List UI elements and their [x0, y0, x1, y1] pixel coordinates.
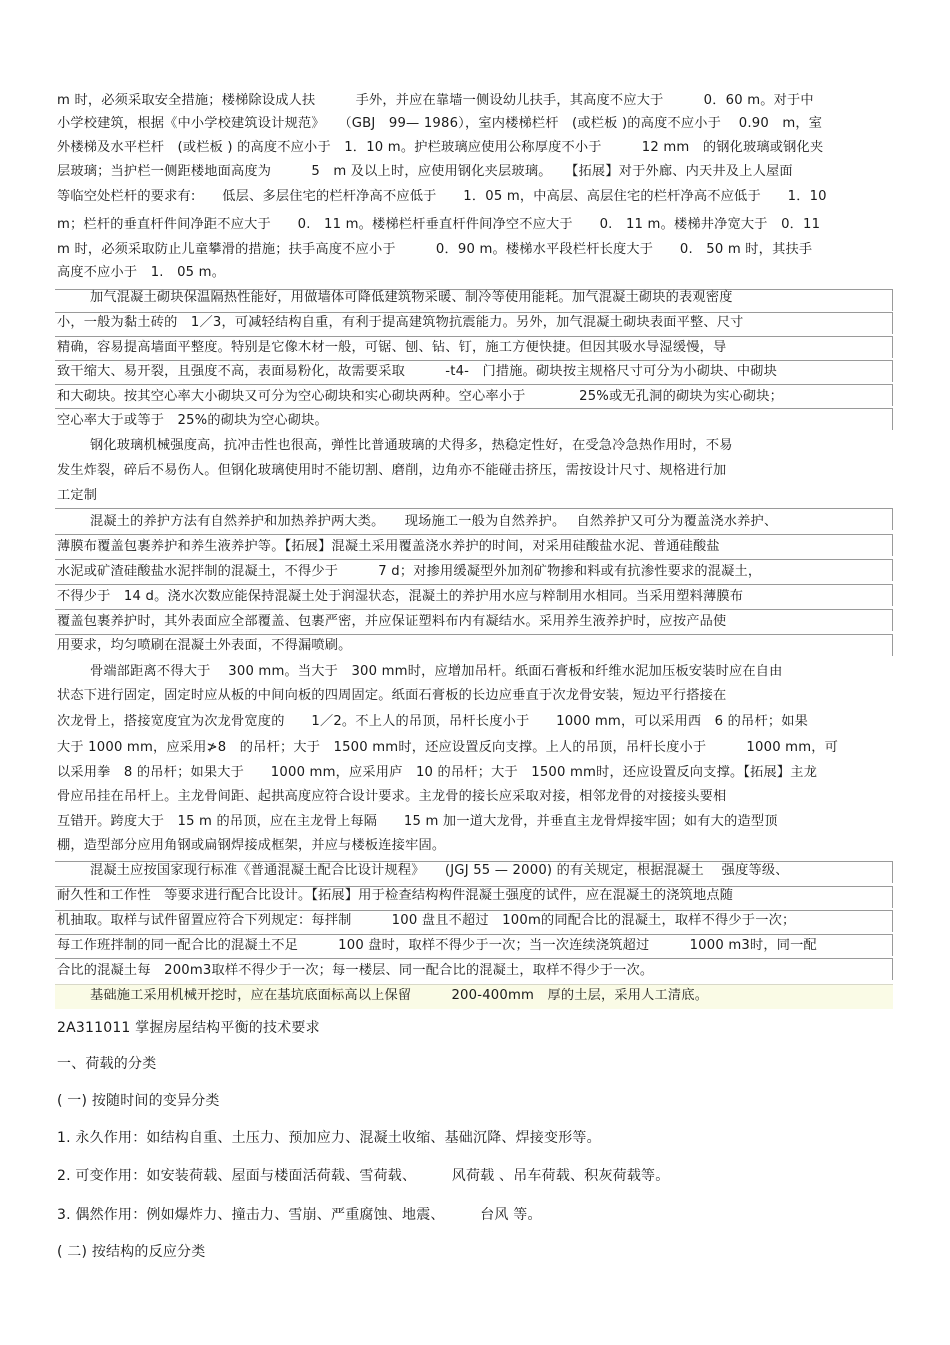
text-line: 混凝土应按国家现行标准《普通混凝土配合比设计规程》 (JGJ 55 — 2000) 的有关规定，根据混凝土 强度等级、 [90, 863, 789, 878]
list-item: 1. 永久作用：如结构自重、土压力、预加应力、混凝土收缩、基础沉降、焊接变形等。 [57, 1130, 601, 1146]
subheading-structure-response: ( 二) 按结构的反应分类 [57, 1244, 206, 1260]
section-code-title: 2A311011 掌握房屋结构平衡的技术要求 [57, 1020, 320, 1036]
text-line: 骨应吊挂在吊杆上。主龙骨间距、起拱高度应符合设计要求。主龙骨的接长应采取对接，相邻龙骨的对接接头要相 [57, 789, 727, 804]
text-line: 和大砌块。按其空心率大小砌块又可分为空心砌块和实心砌块两种。空心率小于 25%或无孔洞的砌块为实心砌块； [57, 389, 784, 404]
text-line: 小，一般为黏土砖的 1／3，可减轻结构自重，有利于提高建筑物抗震能力。另外，加气混凝土砌块表面平整、尺寸 [57, 315, 744, 330]
text-line: 加气混凝土砌块保温隔热性能好，用做墙体可降低建筑物采暖、制冷等使用能耗。加气混凝土砌块的表观密度 [90, 290, 733, 305]
text-line: 等临空处栏杆的要求有: 低层、多层住宅的栏杆净高不应低于 1．05 m，中高层、高层住宅的栏杆净高不应低于 1．10 [57, 189, 827, 204]
list-item: 3. 偶然作用：例如爆炸力、撞击力、雪崩、严重腐蚀、地震、 台风 等。 [57, 1207, 542, 1223]
text-line: m 时，必须采取防止儿童攀滑的措施；扶手高度不应小于 0．90 m。楼梯水平段栏杆长度大于 0. 50 m 时，其扶手 [57, 242, 813, 257]
text-line: 小学校建筑，根据《中小学校建筑设计规范》 （GBJ 99— 1986），室内楼梯栏杆 (或栏板 )的高度不应小于 0.90 m，室 [57, 116, 823, 131]
text-line: 棚，造型部分应用角钢或扁钢焊接成框架，并应与楼板连接牢固。 [57, 838, 446, 853]
text-line: 钢化玻璃机械强度高，抗冲击性也很高，弹性比普通玻璃的犬得多，热稳定性好，在受急冷急热作用时，不易 [90, 438, 733, 453]
paragraph-foundation: 基础施工采用机械开挖时，应在基坑底面标高以上保留 200-400mm 厚的土层，采用人工清底。 [90, 988, 709, 1003]
text-line: m；栏杆的垂直杆件间净距不应大于 0. 11 m。楼梯栏杆垂直杆件间净空不应大于 0. 11 m。楼梯井净宽大于 0．11 [57, 217, 821, 232]
text-line: 机抽取。取样与试件留置应符合下列规定：每拌制 100 盘且不超过 100m的同配合比的混凝土，取样不得少于一次； [57, 913, 796, 928]
text-line: 以采用拳 8 的吊杆；如果大于 1000 mm，应采用庐 10 的吊杆；大于 1500 mm时，还应设置反向支撑。【拓展】主龙 [57, 765, 818, 780]
text-line: 薄膜布覆盖包裹养护和养生液养护等。【拓展】混凝土采用覆盖浇水养护的时间，对采用硅酸盐水泥、普通硅酸盐 [57, 539, 720, 554]
text-line: 次龙骨上，搭接宽度宜为次龙骨宽度的 1／2。不上人的吊顶，吊杆长度小于 1000 mm，可以采用西 6 的吊杆；如果 [57, 714, 808, 729]
text-line: 水泥或矿渣硅酸盐水泥拌制的混凝土，不得少于 7 d；对掺用缓凝型外加剂矿物掺和料或有抗渗性要求的混凝土， [57, 564, 762, 579]
text-line: 发生炸裂，碎后不易伤人。但钢化玻璃使用时不能切割、磨削，边角亦不能碰击挤压，需按设计尺寸、规格进行加 [57, 463, 727, 478]
text-line: 合比的混凝土每 200m3取样不得少于一次；每一楼层、同一配合比的混凝土，取样不得少于一次。 [57, 963, 654, 978]
text-line: 层玻璃；当护栏一侧距楼地面高度为 5 m 及以上时，应使用钢化夹层玻璃。 【拓展】对于外廊、内天井及上人屋面 [57, 164, 793, 179]
text-line: 耐久性和工作性 等要求进行配合比设计。【拓展】用于检查结构构件混凝土强度的试件，应在混凝土的浇筑地点随 [57, 888, 734, 903]
text-line: 互错开。跨度大于 15 m 的吊顶，应在主龙骨上每隔 15 m 加一道大龙骨，并垂直主龙骨焊接牢固；如有大的造型顶 [57, 814, 778, 829]
text-line: 每工作班拌制的同一配合比的混凝土不足 100 盘时，取样不得少于一次；当一次连续浇筑超过 1000 m3时，同一配 [57, 938, 817, 953]
text-line: 大于 1000 mm，应采用≯8 的吊杆；大于 1500 mm时，还应设置反向支撑。上人的吊顶，吊杆长度小于 1000 mm，可 [57, 740, 839, 755]
text-line: 用要求，均匀喷刷在混凝土外表面，不得漏喷刷。 [57, 638, 352, 653]
text-line: m 时，必须采取安全措施；楼梯除设成人扶 手外，并应在靠墙一侧设幼儿扶手，其高度不应大于 0．60 m。对于中 [57, 93, 814, 108]
text-line: 致干缩大、易开裂，且强度不高，表面易粉化，故需要采取 -t4- 门措施。砌块按主规格尺寸可分为小砌块、中砌块 [57, 364, 778, 379]
text-line: 高度不应小于 1. 05 m。 [57, 265, 226, 280]
text-line: 外楼梯及水平栏杆 (或栏板 ) 的高度不应小于 1．10 m。护栏玻璃应使用公称厚度不小于 12 mm 的钢化玻璃或钢化夹 [57, 140, 824, 155]
text-line: 工定制 [57, 488, 98, 503]
text-line: 空心率大于或等于 25%的砌块为空心砌块。 [57, 413, 328, 428]
text-line: 状态下进行固定，固定时应从板的中间向板的四周固定。纸面石膏板的长边应垂直于次龙骨安装，短边平行搭接在 [57, 688, 727, 703]
heading-load-classification: 一、荷载的分类 [57, 1056, 157, 1072]
text-line: 骨端部距离不得大于 300 mm。当大于 300 mm时，应增加吊杆。纸面石膏板和纤维水泥加压板安装时应在自由 [90, 664, 783, 679]
list-item: 2. 可变作用：如安装荷载、屋面与楼面活荷载、雪荷载、 风荷载 、吊车荷载、积灰荷载等。 [57, 1168, 670, 1184]
text-line: 精确，容易提高墙面平整度。特别是它像木材一般，可锯、刨、钻、钉，施工方便快捷。但因其吸水导湿缓慢，导 [57, 340, 727, 355]
text-line: 覆盖包裹养护时，其外表面应全部覆盖、包裹严密，并应保证塑料布内有凝结水。采用养生液养护时，应按产品使 [57, 614, 727, 629]
text-line: 不得少于 14 d。浇水次数应能保持混凝土处于润湿状态，混凝土的养护用水应与粹制用水相同。当采用塑料薄膜布 [57, 589, 744, 604]
text-line: 混凝土的养护方法有自然养护和加热养护两大类。 现场施工一般为自然养护。 自然养护又可分为覆盖浇水养护、 [90, 514, 778, 529]
subheading-time-variation: ( 一) 按随时间的变异分类 [57, 1093, 220, 1109]
